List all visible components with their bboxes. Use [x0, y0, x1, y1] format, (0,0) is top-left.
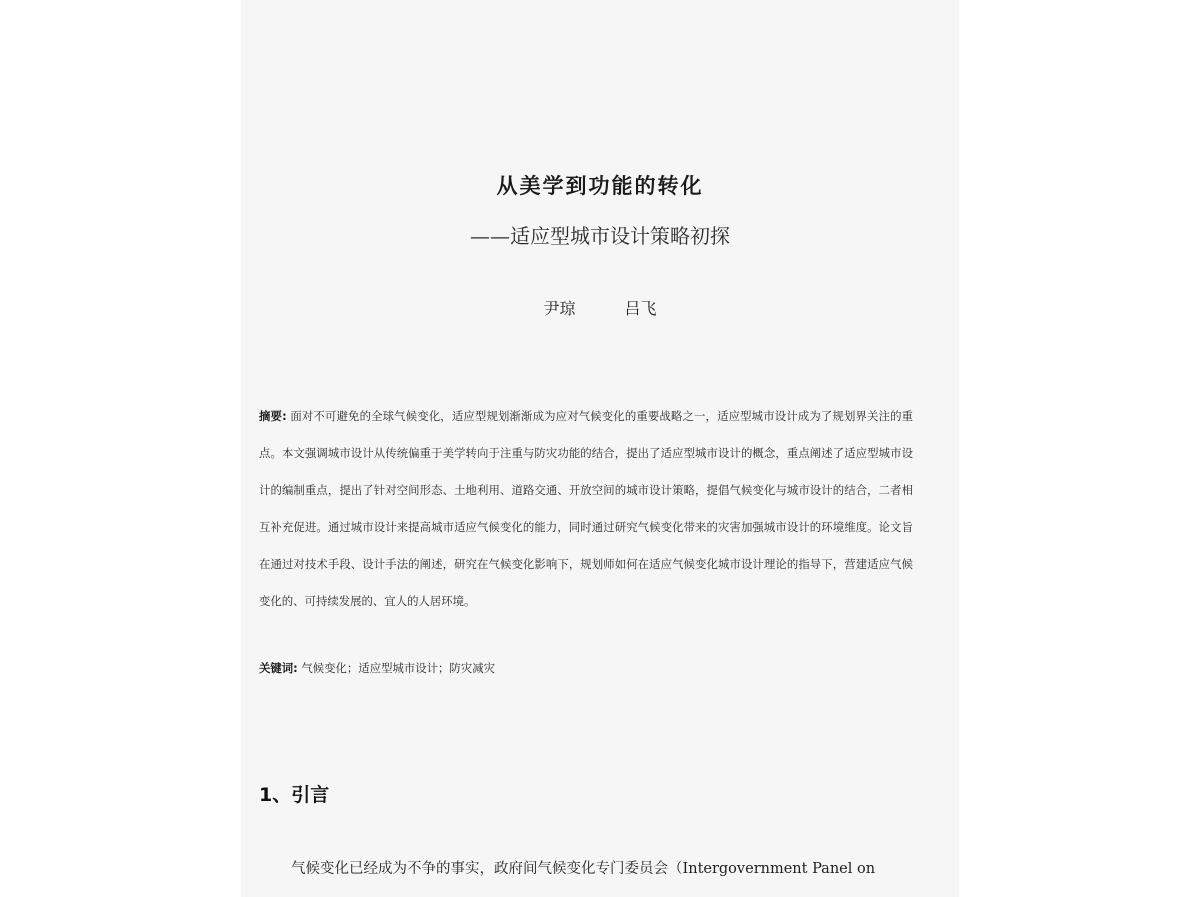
author-list — [241, 296, 959, 319]
section-heading: 1、引言 — [259, 784, 330, 806]
paper-title: 从美学到功能的转化 — [496, 174, 704, 198]
paper-subtitle: ——适应型城市设计策略初探 — [470, 224, 730, 248]
keywords — [259, 660, 495, 676]
abstract-label: 摘要: — [259, 409, 287, 423]
author-name: 吕飞 — [624, 299, 657, 318]
body-paragraph: 气候变化已经成为不争的事实，政府间气候变化专门委员会（Intergovernment Panel on — [291, 861, 876, 877]
abstract — [259, 398, 913, 620]
document-page — [241, 0, 959, 897]
abstract-text: 面对不可避免的全球气候变化，适应型规划渐渐成为应对气候变化的重要战略之一，适应型城市设计成为了规划界关注的重点。本文强调城市设计从传统偏重于美学转向于注重与防灾功能的结合，提出了适应型城市设计的概念，重点阐述了适应型城市设计的编制重点，提出了针对空间形态、土地利用、道路交通、开放空间的城市设计策略，提倡气候变化与城市设计的结合，二者相互补充促进。通过城市设计来提高城市适应气候变化的能力，同时通过研究气候变化带来的灾害加强城市设计的环境维度。论文旨在通过对技术手段、设计手法的阐述，研究在气候变化影响下，规划师如何在适应气候变化城市设计理论的指导下，营建适应气候变化的、可持续发展的、宜人的人居环境。 — [259, 409, 913, 608]
keywords-label: 关键词: — [259, 661, 298, 675]
author-name: 尹琼 — [543, 299, 576, 318]
keywords-text: 气候变化；适应型城市设计；防灾减灾 — [297, 661, 495, 675]
